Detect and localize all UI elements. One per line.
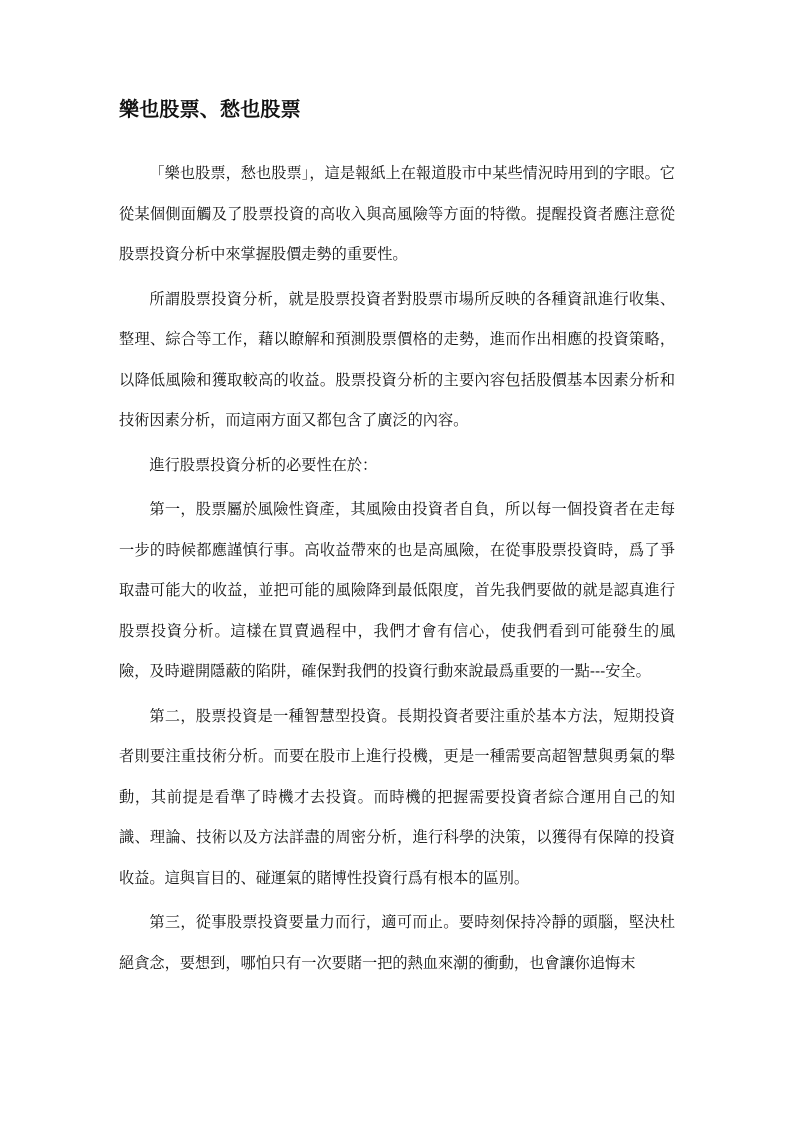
paragraph-necessity: 進行股票投資分析的必要性在於：: [149, 455, 378, 474]
paragraph-intro: 「樂也股票，愁也股票」，這是報紙上在報道股市中某些情況時用到的字眼。它從某個側面觸及了股票投資的高收入與高風險等方面的特徵。提醒投資者應注意從股票投資分析中來掌握股價走勢的重要性。: [119, 164, 675, 263]
paragraph-third: 第三，從事股票投資要量力而行，適可而止。要時刻保持冷靜的頭腦，堅決杜絕貪念，要想到，哪怕只有一次要賭一把的熱血來潮的衝動，也會讓你追悔末: [119, 913, 675, 972]
document-page: [119, 92, 675, 987]
paragraph-first: 第一，股票屬於風險性資產，其風險由投資者自負，所以每一個投資者在走每一步的時候都應謹慎行事。高收益帶來的也是高風險，在從事股票投資時，爲了爭取盡可能大的收益，並把可能的風險降到最低限度，首先我們要做的就是認真進行股票投資分析。這樣在買賣過程中，我們才會有信心，使我們看到可能發生的風險，及時避開隱蔽的陷阱，確保對我們的投資行動來說最爲重要的一點---安全。: [119, 500, 675, 680]
paragraph-definition: 所謂股票投資分析，就是股票投資者對股票市場所反映的各種資訊進行收集、整理、綜合等工作，藉以瞭解和預測股票價格的走勢，進而作出相應的投資策略，以降低風險和獲取較高的收益。股票投資分析的主要內容包括股價基本因素分析和技術因素分析，而這兩方面又都包含了廣泛的內容。: [119, 289, 675, 429]
paragraph-second: 第二，股票投資是一種智慧型投資。長期投資者要注重於基本方法，短期投資者則要注重技術分析。而要在股市上進行投機，更是一種需要高超智慧與勇氣的舉動，其前提是看準了時機才去投資。而時機的把握需要投資者綜合運用自己的知識、理論、技術以及方法詳盡的周密分析，進行科學的決策，以獲得有保障的投資收益。這與盲目的、碰運氣的賭博性投資行爲有根本的區別。: [119, 706, 675, 887]
document-title: 樂也股票、愁也股票: [119, 97, 301, 121]
